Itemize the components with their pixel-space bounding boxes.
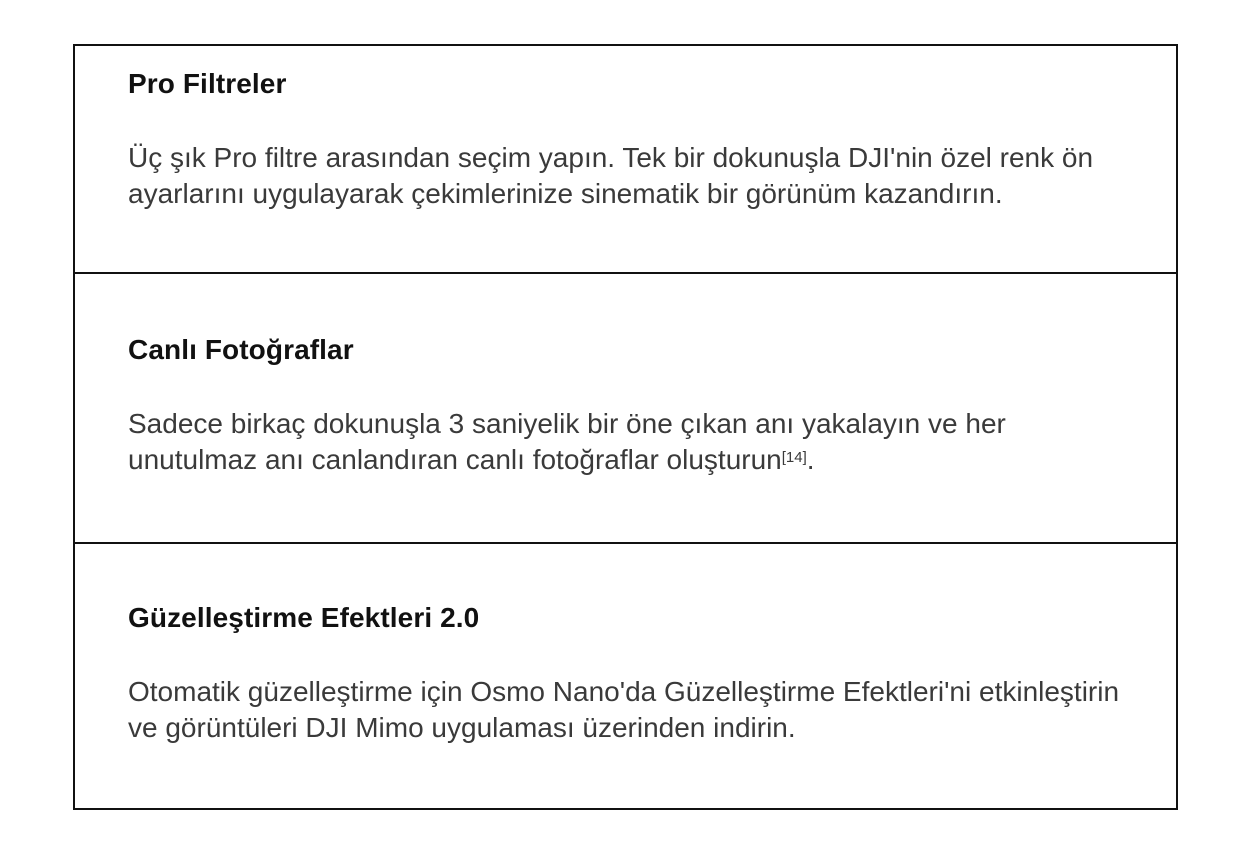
feature-title: Canlı Fotoğraflar	[128, 334, 354, 365]
feature-title: Güzelleştirme Efektleri 2.0	[128, 602, 480, 633]
feature-description: Üç şık Pro filtre arasından seçim yapın. Tek bir dokunuşla DJI'nin özel renk ön ayarlarını uygulayarak çekimlerinize sinematik bir görünüm kazandırın.	[128, 142, 1094, 209]
feature-description	[128, 406, 1138, 478]
features-table	[73, 44, 1178, 810]
feature-live-photos	[75, 272, 1176, 542]
feature-beauty-effects	[75, 542, 1176, 808]
feature-pro-filters	[75, 46, 1176, 272]
feature-description: Otomatik güzelleştirme için Osmo Nano'da Güzelleştirme Efektleri'ni etkinleştirin ve görüntüleri DJI Mimo uygulaması üzerinden indirin.	[128, 676, 1120, 743]
feature-title: Pro Filtreler	[128, 68, 287, 99]
footnote-reference[interactable]: [14]	[781, 449, 807, 466]
feature-description-text: Sadece birkaç dokunuşla 3 saniyelik bir öne çıkan anı yakalayın ve her unutulmaz anı canlandıran canlı fotoğraflar oluşturun	[128, 408, 1006, 475]
sentence-end: .	[806, 444, 815, 475]
